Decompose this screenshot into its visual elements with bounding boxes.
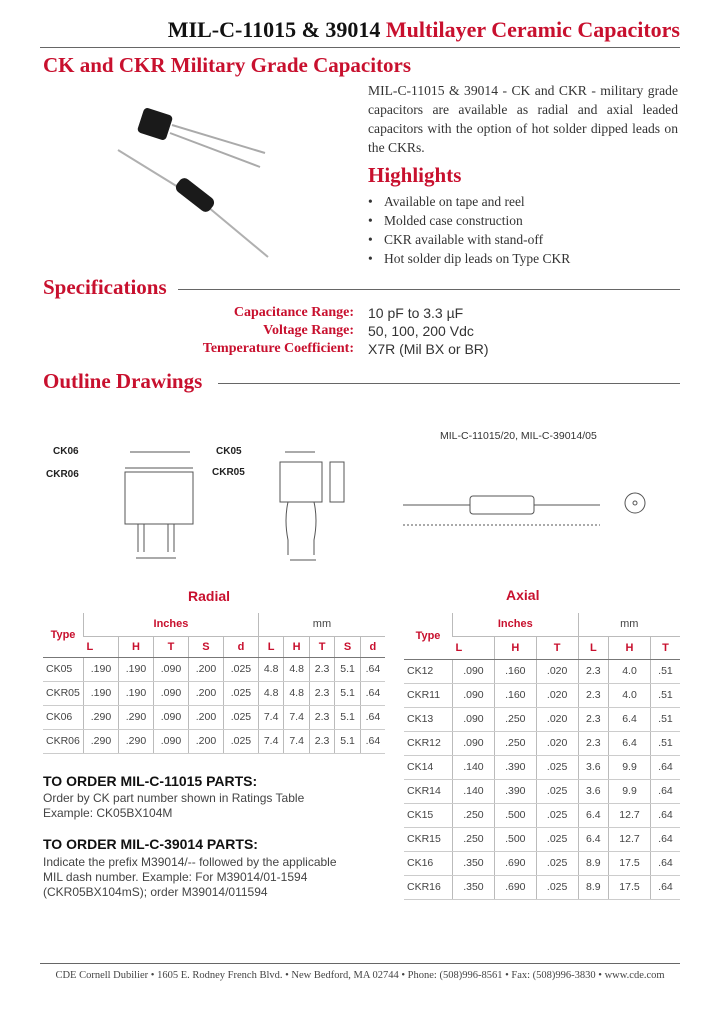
capacitor-photo bbox=[100, 95, 280, 270]
order-11015-line: Order by CK part number shown in Ratings Table bbox=[43, 791, 305, 805]
radial-col-header: T bbox=[309, 636, 334, 657]
axial-inches-header: Inches bbox=[453, 613, 579, 636]
table-row: CK14 .140 .390 .025 3.6 9.9 .64 bbox=[404, 755, 680, 779]
radial-col-header: S bbox=[335, 636, 360, 657]
outline-rule bbox=[218, 383, 680, 384]
axial-col-header: H bbox=[494, 636, 536, 659]
title-rule bbox=[40, 47, 680, 48]
radial-inches-header: Inches bbox=[84, 613, 259, 636]
order-39014-line: (CKR05BX104mS); order M39014/011594 bbox=[43, 885, 268, 899]
table-row: CKR06 .290 .290 .090 .200 .025 7.4 7.4 2.3 5.1 .64 bbox=[43, 729, 385, 753]
document-subtitle: CK and CKR Military Grade Capacitors bbox=[43, 53, 412, 77]
radial-mm-header: mm bbox=[258, 613, 385, 636]
table-row: CK12 .090 .160 .020 2.3 4.0 .51 bbox=[404, 659, 680, 683]
footer-rule bbox=[40, 963, 680, 964]
spec-value: 10 pF to 3.3 µF bbox=[368, 305, 464, 321]
label-ck05: CK05 bbox=[216, 446, 242, 457]
spec-value: X7R (Mil BX or BR) bbox=[368, 341, 489, 357]
intro-paragraph: MIL-C-11015 & 39014 - CK and CKR - military grade capacitors are available as radial and axial leaded capacitors with the option of hot solder dipped leads on the CKRs. bbox=[368, 83, 678, 155]
table-row: CK16 .350 .690 .025 8.9 17.5 .64 bbox=[404, 851, 680, 875]
title-part-number: MIL-C-11015 & 39014 bbox=[167, 17, 381, 42]
highlight-item: • Molded case construction bbox=[368, 213, 523, 228]
footer-contact: CDE Cornell Dubilier • 1605 E. Rodney French Blvd. • New Bedford, MA 02744 • Phone: (508)996-8561 • Fax: (508)996-3830 • www.cde.com bbox=[55, 970, 665, 981]
table-row: CKR15 .250 .500 .025 6.4 12.7 .64 bbox=[404, 827, 680, 851]
axial-title: Axial bbox=[506, 587, 540, 603]
document-title bbox=[0, 17, 680, 43]
title-product: Multilayer Ceramic Capacitors bbox=[385, 17, 680, 42]
radial-col-header: S bbox=[188, 636, 223, 657]
radial-col-header: H bbox=[118, 636, 153, 657]
axial-mm-header: mm bbox=[578, 613, 680, 636]
axial-col-header: T bbox=[536, 636, 578, 659]
radial-title: Radial bbox=[188, 588, 231, 604]
highlight-item: • Hot solder dip leads on Type CKR bbox=[368, 251, 571, 266]
highlight-item: • Available on tape and reel bbox=[368, 194, 525, 209]
radial-col-header: L bbox=[84, 636, 119, 657]
axial-col-header: L bbox=[578, 636, 608, 659]
axial-type-header: Type bbox=[404, 613, 453, 659]
table-row: CK13 .090 .250 .020 2.3 6.4 .51 bbox=[404, 707, 680, 731]
highlight-item: • CKR available with stand-off bbox=[368, 232, 544, 247]
table-row: CKR05 .190 .190 .090 .200 .025 4.8 4.8 2.3 5.1 .64 bbox=[43, 681, 385, 705]
table-row: CKR14 .140 .390 .025 3.6 9.9 .64 bbox=[404, 779, 680, 803]
order-39014-line: MIL dash number. Example: For M39014/01-1594 bbox=[43, 870, 308, 884]
radial-col-header: d bbox=[360, 636, 385, 657]
table-row: CK05 .190 .190 .090 .200 .025 4.8 4.8 2.3 5.1 .64 bbox=[43, 657, 385, 681]
axial-col-header: L bbox=[453, 636, 495, 659]
order-39014-line: Indicate the prefix M39014/-- followed by the applicable bbox=[43, 855, 337, 869]
table-row: CK15 .250 .500 .025 6.4 12.7 .64 bbox=[404, 803, 680, 827]
radial-type-header: Type bbox=[43, 613, 84, 657]
radial-col-header: L bbox=[258, 636, 283, 657]
table-row: CKR11 .090 .160 .020 2.3 4.0 .51 bbox=[404, 683, 680, 707]
specifications-title: Specifications bbox=[43, 275, 167, 299]
axial-table bbox=[404, 613, 680, 900]
spec-label: Capacitance Range: bbox=[233, 305, 354, 320]
axial-col-header: H bbox=[609, 636, 651, 659]
radial-col-header: H bbox=[284, 636, 309, 657]
ck06-drawing bbox=[80, 440, 200, 570]
order-11015-title: TO ORDER MIL-C-11015 PARTS: bbox=[43, 773, 258, 789]
label-ckr06: CKR06 bbox=[46, 469, 79, 480]
axial-col-header: T bbox=[650, 636, 680, 659]
table-row: CK06 .290 .290 .090 .200 .025 7.4 7.4 2.3 5.1 .64 bbox=[43, 705, 385, 729]
spec-label: Temperature Coefficient: bbox=[202, 341, 354, 356]
ck05-drawing bbox=[250, 440, 360, 570]
outline-title: Outline Drawings bbox=[43, 369, 203, 393]
order-39014-title: TO ORDER MIL-C-39014 PARTS: bbox=[43, 836, 258, 852]
radial-table bbox=[43, 613, 385, 754]
specifications-rule bbox=[178, 289, 680, 290]
order-11015-line: Example: CK05BX104M bbox=[43, 806, 173, 820]
highlights-title: Highlights bbox=[368, 163, 462, 187]
axial-drawing bbox=[395, 470, 665, 540]
spec-label: Voltage Range: bbox=[263, 323, 354, 338]
spec-value: 50, 100, 200 Vdc bbox=[368, 323, 474, 339]
table-row: CKR12 .090 .250 .020 2.3 6.4 .51 bbox=[404, 731, 680, 755]
label-ckr05: CKR05 bbox=[212, 467, 245, 478]
label-ck06: CK06 bbox=[53, 446, 79, 457]
axial-drawing-ref: MIL-C-11015/20, MIL-C-39014/05 bbox=[440, 430, 597, 442]
table-row: CKR16 .350 .690 .025 8.9 17.5 .64 bbox=[404, 875, 680, 899]
radial-col-header: d bbox=[223, 636, 258, 657]
radial-col-header: T bbox=[153, 636, 188, 657]
